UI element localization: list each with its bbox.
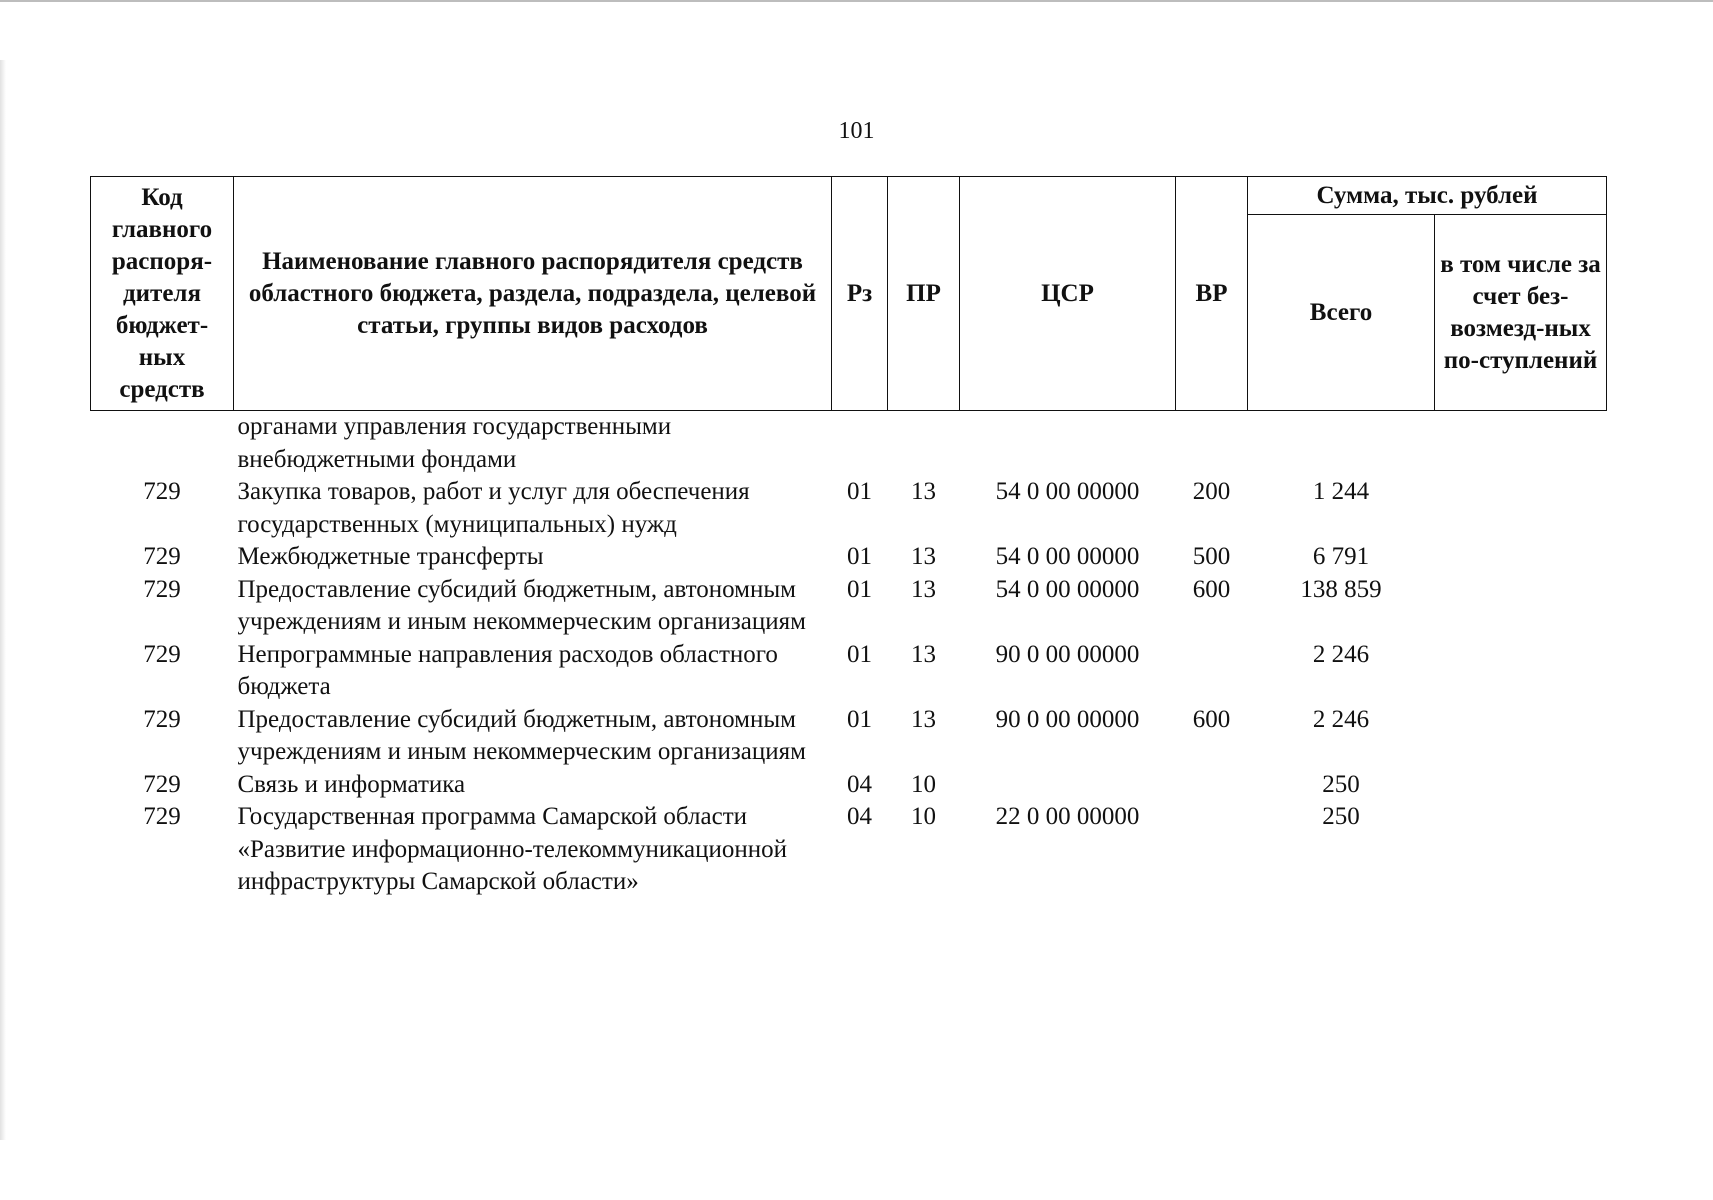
- cell-rz: 01: [847, 575, 872, 603]
- cell-total: 138 859: [1300, 575, 1382, 603]
- cell-name: Межбюджетные трансферты: [237, 543, 544, 570]
- cell-grants: [1435, 704, 1607, 769]
- cell-csr: 54 0 00 00000: [995, 575, 1140, 603]
- cell-grants: [1435, 541, 1607, 574]
- cell-pr: 13: [911, 640, 936, 668]
- cell-vr: [1176, 639, 1248, 704]
- cell-vr: 600: [1192, 575, 1231, 603]
- cell-pr: 13: [911, 705, 936, 733]
- cell-grants: [1435, 574, 1607, 639]
- cell-pr: 13: [911, 478, 936, 505]
- cell-csr: 90 0 00 00000: [995, 640, 1140, 668]
- cell-grants: [1435, 476, 1607, 541]
- table-row: [91, 639, 1607, 704]
- cell-code: 729: [143, 575, 181, 603]
- cell-code: 729: [143, 770, 181, 798]
- scan-edge-left: [0, 60, 6, 1140]
- table-row: [91, 574, 1607, 639]
- cell-rz: 01: [847, 705, 872, 733]
- cell-pr: [888, 411, 960, 477]
- cell-pr: 10: [911, 770, 936, 798]
- table-row: [91, 704, 1607, 769]
- cell-rz: 01: [847, 478, 872, 505]
- cell-vr: 500: [1192, 543, 1231, 570]
- cell-vr: [1176, 801, 1248, 899]
- cell-vr: [1176, 769, 1248, 802]
- cell-code: 729: [143, 478, 181, 505]
- cell-name: органами управления государственными внебюджетными фондами: [237, 413, 672, 473]
- header-sum: Сумма, тыс. рублей: [1248, 177, 1607, 215]
- header-code: Код главного распоря-дителя бюджет-ных средств: [91, 177, 234, 411]
- cell-rz: [832, 411, 888, 477]
- cell-code: 729: [143, 640, 181, 668]
- cell-total: [1248, 411, 1435, 477]
- cell-grants: [1435, 639, 1607, 704]
- cell-code: 729: [143, 803, 181, 830]
- cell-total: 1 244: [1312, 478, 1370, 505]
- cell-grants: [1435, 769, 1607, 802]
- header-grants: в том числе за счет без-возмезд-ных по-ступлений: [1435, 215, 1607, 411]
- cell-rz: 04: [847, 803, 872, 830]
- cell-code: 729: [143, 705, 181, 733]
- cell-csr: [960, 411, 1176, 477]
- page-number: 101: [838, 118, 875, 144]
- header-rz: Рз: [832, 177, 888, 411]
- cell-rz: 01: [847, 543, 872, 570]
- scan-edge-top: [0, 0, 1713, 2]
- cell-name: Связь и информатика: [237, 770, 466, 798]
- cell-total: 2 246: [1312, 705, 1370, 733]
- cell-vr: 200: [1192, 478, 1231, 505]
- cell-pr: 13: [911, 543, 936, 570]
- table-row: [91, 411, 1607, 477]
- cell-name: Закупка товаров, работ и услуг для обеспечения государственных (муниципальных) нужд: [237, 478, 750, 538]
- cell-total: 2 246: [1312, 640, 1370, 668]
- header-vr: ВР: [1176, 177, 1248, 411]
- cell-grants: [1435, 801, 1607, 899]
- cell-rz: 01: [847, 640, 872, 668]
- cell-csr: 22 0 00 00000: [995, 803, 1140, 830]
- budget-table: [90, 176, 1607, 899]
- cell-pr: 10: [911, 803, 936, 830]
- cell-total: 6 791: [1312, 543, 1370, 570]
- header-name: Наименование главного распорядителя средств областного бюджета, раздела, подраздела, целевой статьи, группы видов расходов: [234, 177, 832, 411]
- header-total: Всего: [1248, 215, 1435, 411]
- cell-pr: 13: [911, 575, 936, 603]
- cell-name: Непрограммные направления расходов областного бюджета: [237, 640, 778, 700]
- cell-total: 250: [1322, 770, 1360, 798]
- cell-code: 729: [143, 543, 181, 570]
- cell-name: Предоставление субсидий бюджетным, автономным учреждениям и иным некоммерческим организациям: [237, 575, 806, 635]
- cell-csr: 90 0 00 00000: [995, 705, 1140, 733]
- cell-code: [91, 411, 234, 477]
- table-row: [91, 476, 1607, 541]
- table-row: [91, 801, 1607, 899]
- cell-total: 250: [1322, 803, 1360, 830]
- cell-csr: [960, 769, 1176, 802]
- cell-vr: [1176, 411, 1248, 477]
- cell-rz: 04: [847, 770, 872, 798]
- cell-grants: [1435, 411, 1607, 477]
- cell-vr: 600: [1192, 705, 1231, 733]
- cell-name: Предоставление субсидий бюджетным, автономным учреждениям и иным некоммерческим организациям: [237, 705, 806, 765]
- table-row: [91, 541, 1607, 574]
- header-csr: ЦСР: [960, 177, 1176, 411]
- cell-csr: 54 0 00 00000: [995, 478, 1140, 505]
- header-pr: ПР: [888, 177, 960, 411]
- table-row: [91, 769, 1607, 802]
- cell-name: Государственная программа Самарской области «Развитие информационно-телекоммуникационной инфраструктуры Самарской области»: [237, 803, 788, 895]
- cell-csr: 54 0 00 00000: [995, 543, 1140, 570]
